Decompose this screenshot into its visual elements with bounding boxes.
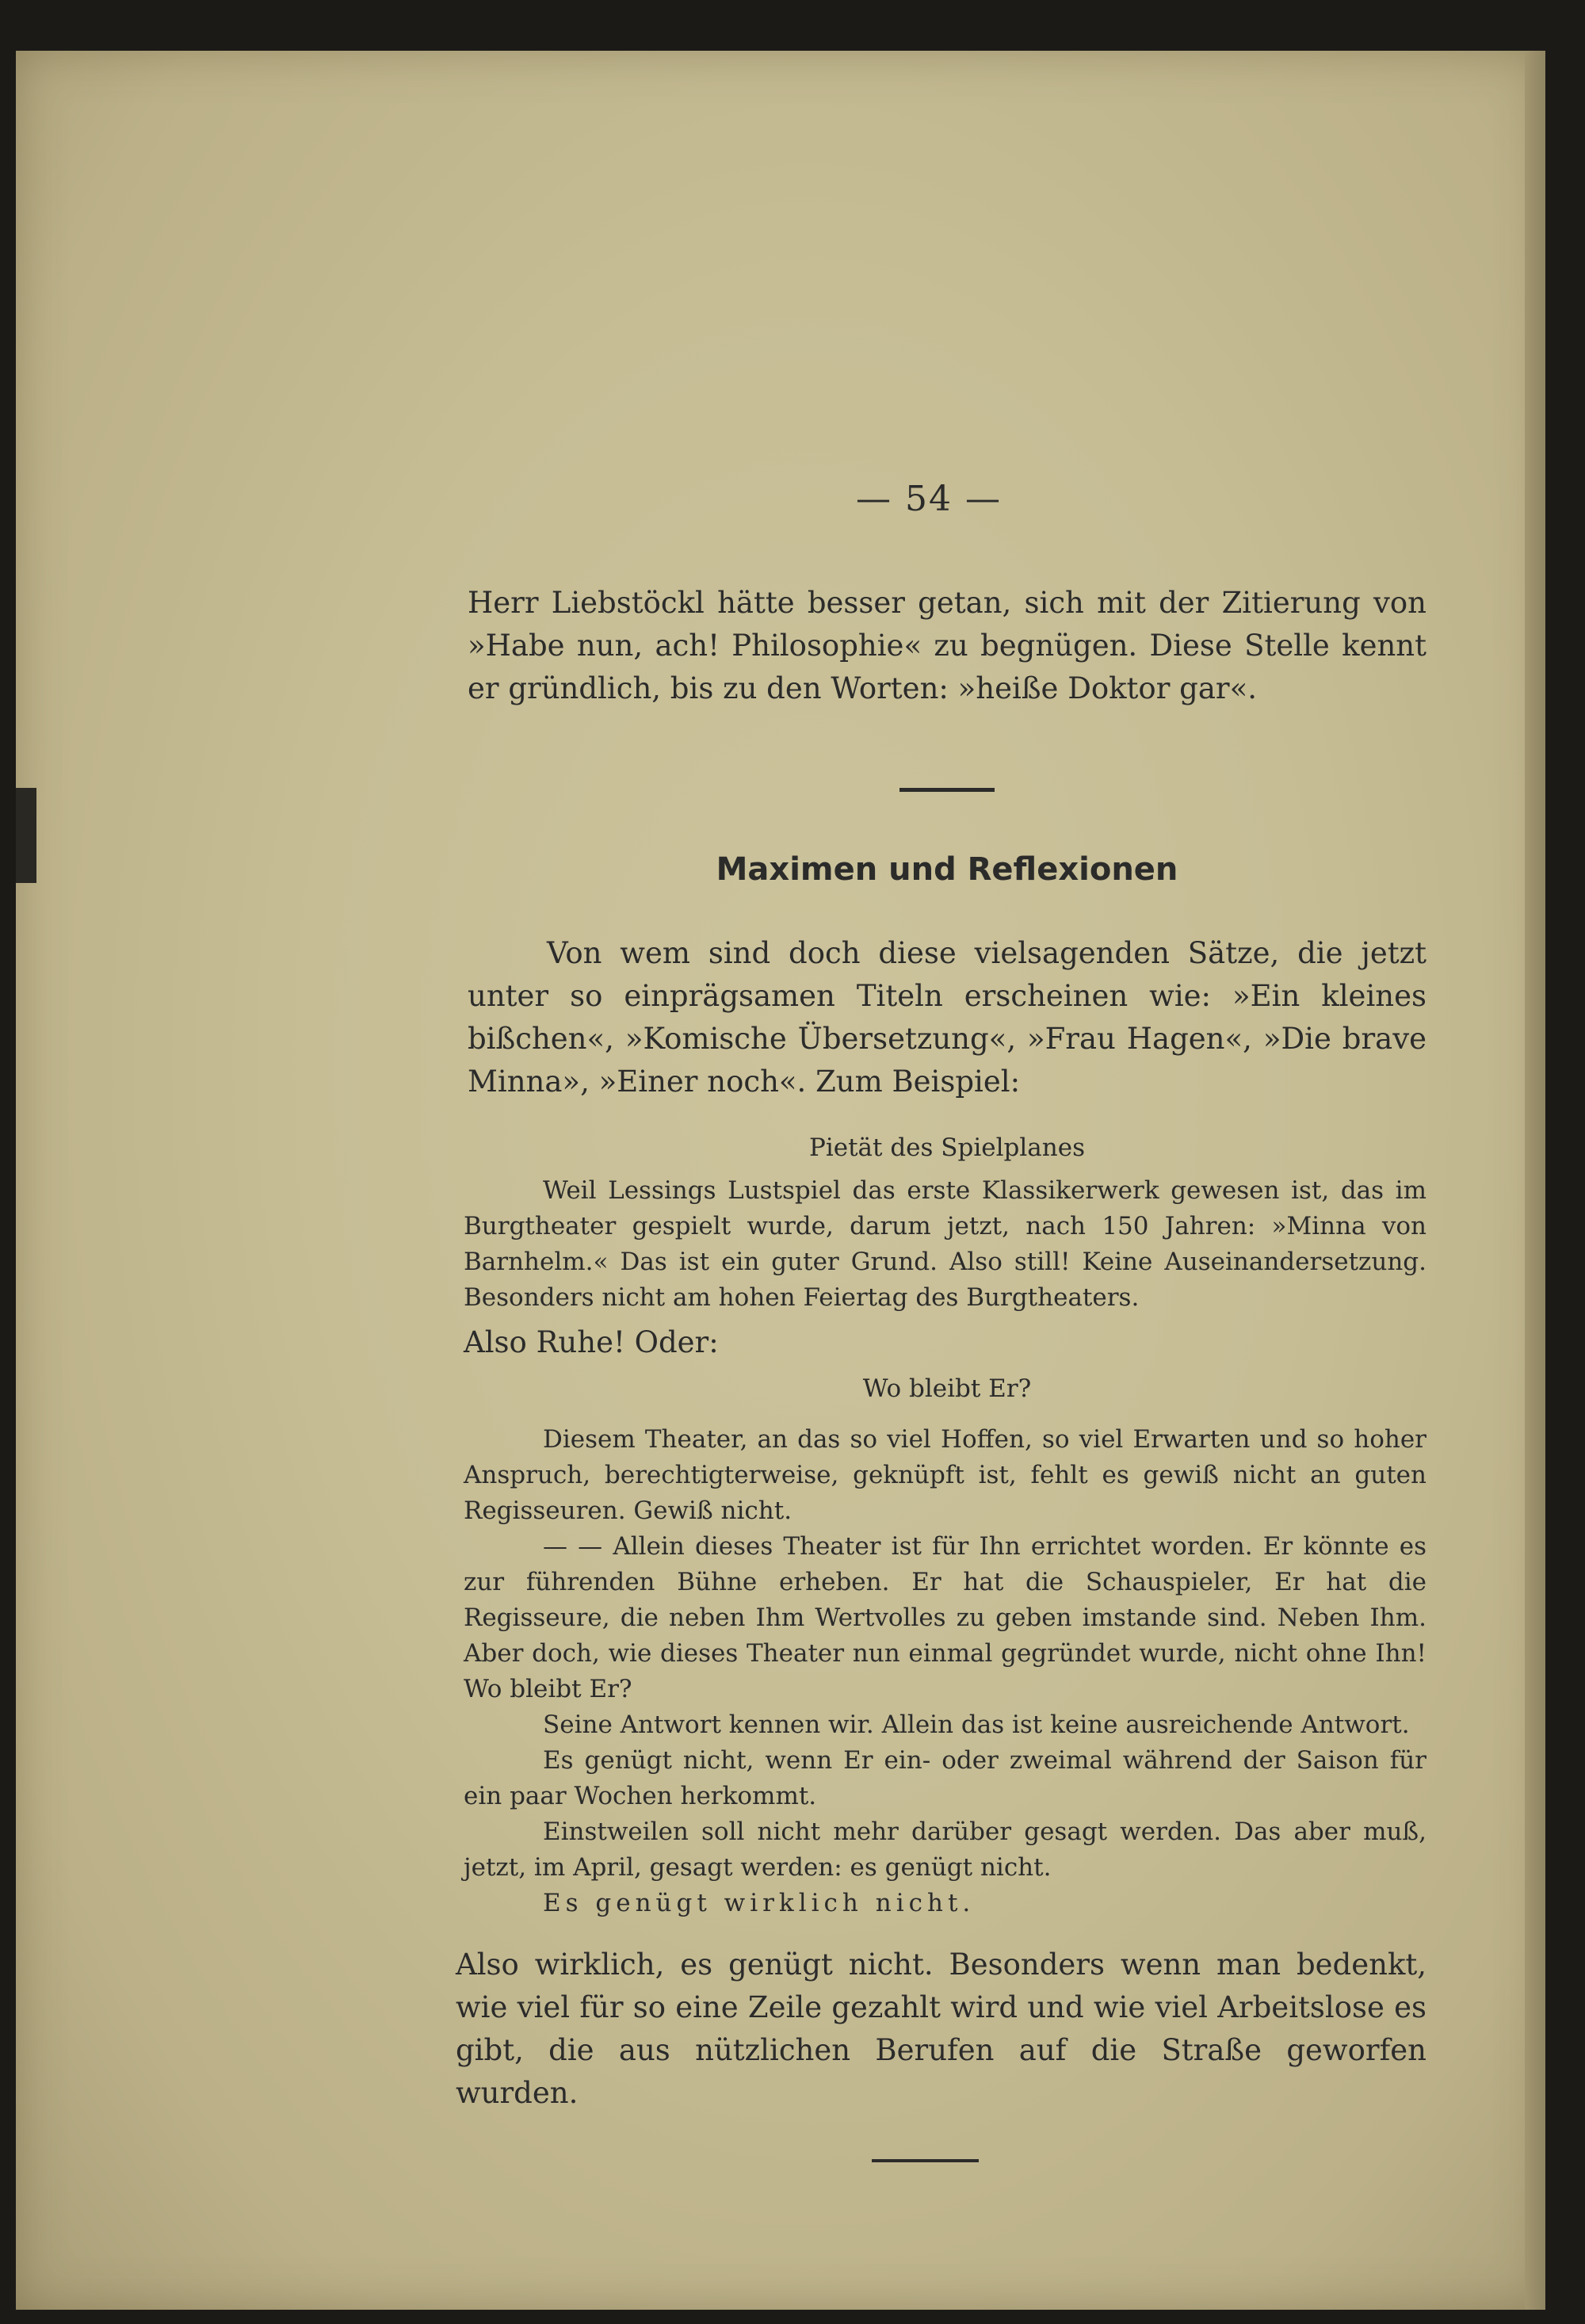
quote2-title: Wo bleibt Er? [862, 1374, 1032, 1403]
quote2-body [464, 1422, 1426, 1921]
page-edge [1525, 51, 1545, 2310]
binding-shadow [16, 788, 36, 883]
quote2-paragraph: — — Allein dieses Theater ist für Ihn errichtet worden. Er könnte es zur führenden Bühne erheben. Er hat die Schauspieler, Er hat die Regisseure, die neben Ihm Wertvolles zu geben imstande sind. Neben Ihm. Aber doch, wie dieses Theater nun einmal gegründet wurde, nicht ohne Ihn! Wo bleibt Er? [464, 1532, 1426, 1703]
lead-paragraph: Von wem sind doch diese vielsagenden Sätze, die jetzt unter so einprägsamen Titeln erscheinen wie: »Ein kleines bißchen«, »Komische Übersetzung«, »Frau Hagen«, »Die brave Minna», »Einer noch«. Zum Beispiel: [468, 936, 1426, 1099]
transition-line: Also Ruhe! Oder: [464, 1325, 719, 1359]
quote2-paragraph: Es genügt nicht, wenn Er ein- oder zweimal während der Saison für ein paar Wochen herkommt. [464, 1746, 1426, 1810]
quote2-paragraph: Einstweilen soll nicht mehr darüber gesagt werden. Das aber muß, jetzt, im April, gesagt werden: es genügt nicht. [464, 1818, 1426, 1882]
quote2-paragraph: Diesem Theater, an das so viel Hoffen, so viel Erwarten und so hoher Anspruch, berechtigterweise, geknüpft ist, fehlt es gewiß nicht an guten Regisseuren. Gewiß nicht. [464, 1425, 1426, 1525]
closing-paragraph: Also wirklich, es genügt nicht. Besonders wenn man bedenkt, wie viel für so eine Zeile gezahlt wird und wie viel Arbeitslose es gibt, die aus nützlichen Berufen auf die Straße geworfen wurden. [456, 1947, 1426, 2110]
page-number: — 54 — [856, 479, 1002, 519]
intro-paragraph: Herr Liebstöckl hätte besser getan, sich mit der Zitierung von »Habe nun, ach! Philosophie« zu begnügen. Diese Stelle kennt er gründlich, bis zu den Worten: »heiße Doktor gar«. [468, 586, 1426, 705]
section-title: Maximen und Reflexionen [716, 851, 1178, 888]
section-divider [899, 788, 995, 792]
quote2-paragraph: Es genügt wirklich nicht. [543, 1889, 976, 1917]
quote1-body: Weil Lessings Lustspiel das erste Klassikerwerk gewesen ist, das im Burgtheater gespielt wurde, darum jetzt, nach 150 Jahren: »Minna von Barnhelm.« Das ist ein guter Grund. Also still! Keine Auseinandersetzung. Besonders nicht am hohen Feiertag des Burgtheaters. [464, 1176, 1426, 1312]
quote2-paragraph: Seine Antwort kennen wir. Allein das ist keine ausreichende Antwort. [543, 1711, 1410, 1739]
end-divider [872, 2159, 979, 2162]
book-page [16, 51, 1545, 2310]
quote1-title: Pietät des Spielplanes [808, 1133, 1086, 1162]
